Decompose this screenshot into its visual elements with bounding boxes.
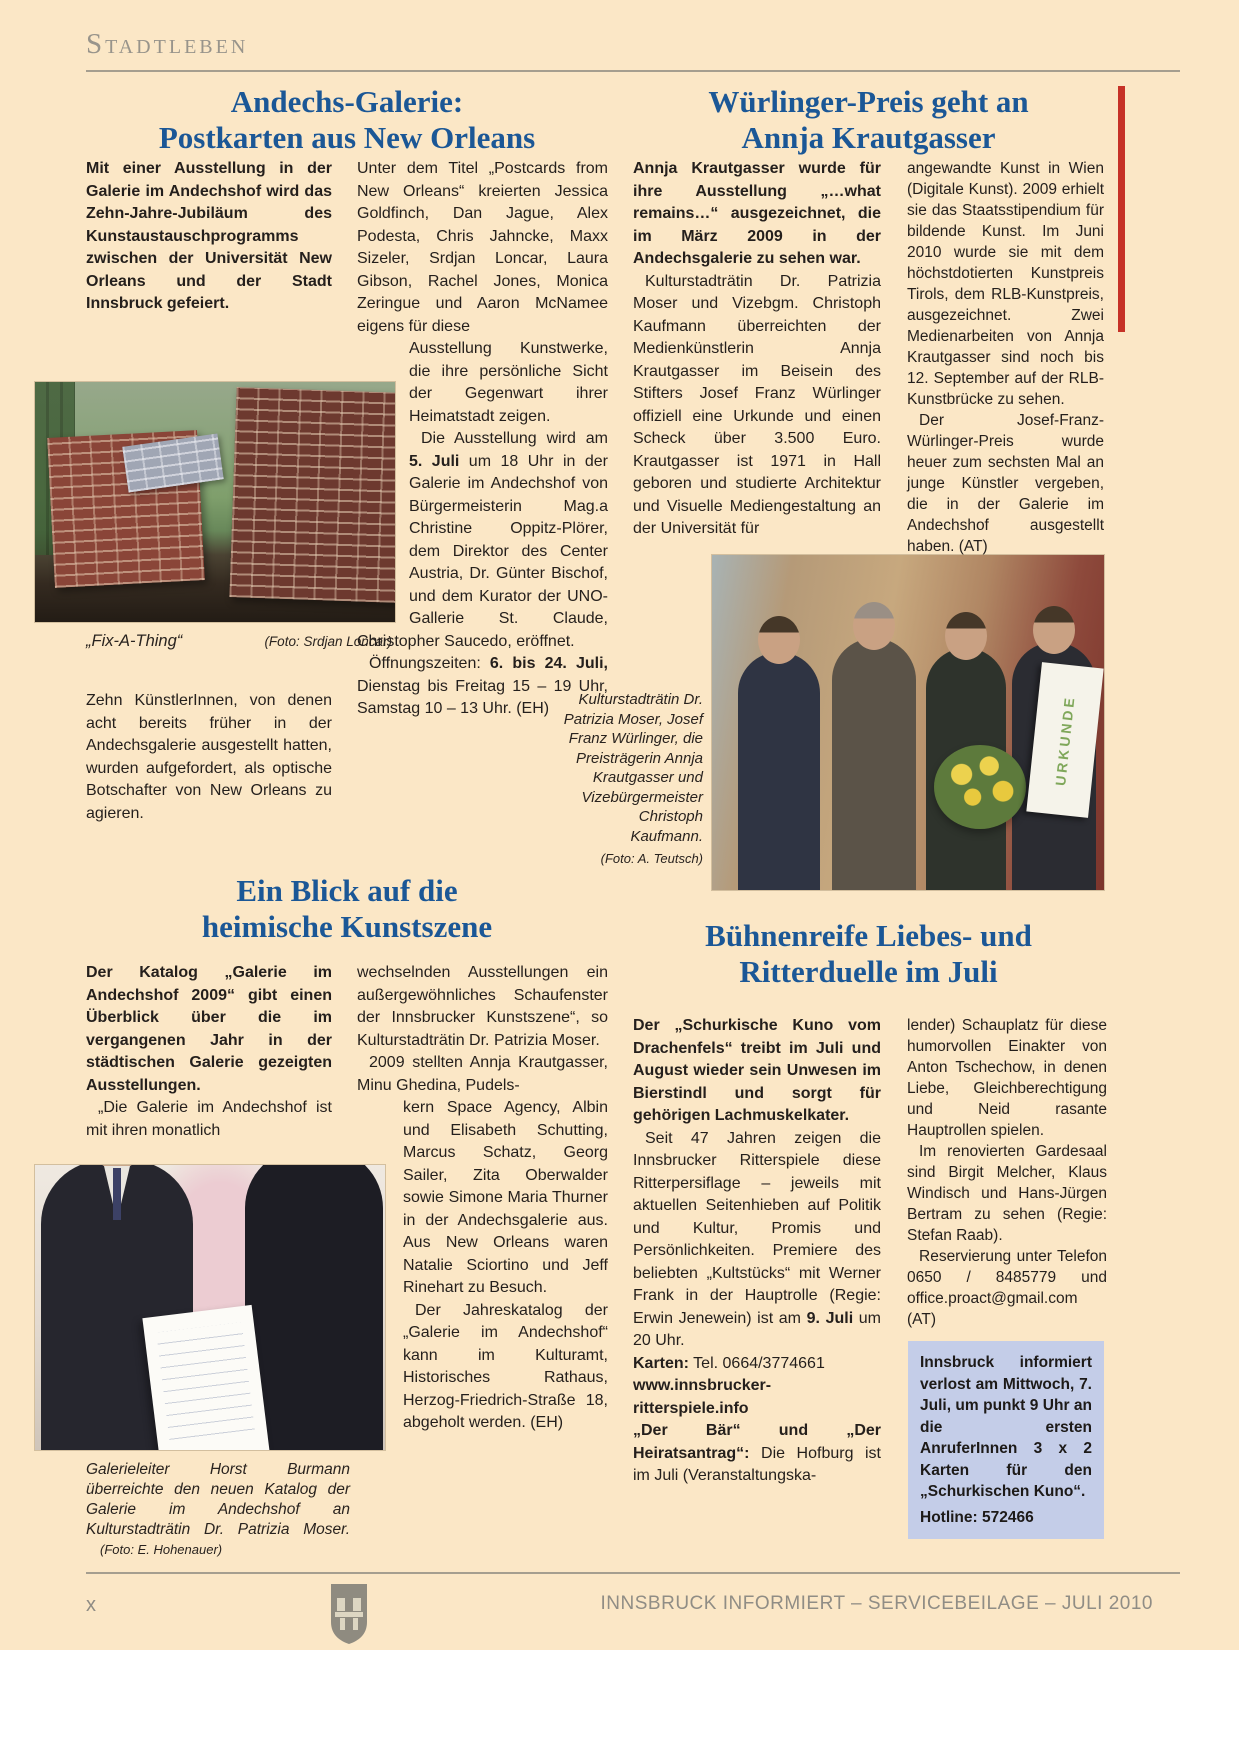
article3-col2 xyxy=(357,962,608,1435)
article4-tickets-line xyxy=(633,1353,881,1376)
article1-photo-credit: (Foto: Srdjan Loncar) xyxy=(264,634,392,649)
header-rule xyxy=(86,70,1180,72)
person-head xyxy=(1033,606,1075,654)
article2-col1-paragraph: Kulturstadträtin Dr. Patrizia Moser und Vizebgm. Christoph Kaufmann überreichten der Medienkünstlerin Annja Krautgasser im Beisein des Stifters Josef Franz Würlinger offiziell eine Urkunde und einen Scheck über 3.500 Euro. Krautgasser ist 1971 in Hall geboren und studierte Architektur und Visuelle Mediengestaltung an der Universität für xyxy=(633,272,881,537)
person-silhouette xyxy=(832,638,916,890)
footer-page-number: x xyxy=(86,1594,96,1616)
photo-wrap-spacer xyxy=(357,338,409,623)
article4-col2 xyxy=(907,1015,1107,1330)
person-head xyxy=(945,612,987,660)
article3-photo-credit: (Foto: E. Hohenauer) xyxy=(100,1542,223,1557)
article2-col1 xyxy=(633,158,881,541)
article3-col2-paragraph3: Der Jahreskatalog der „Galerie im Andechshof“ kann im Kulturamt, Historisches Rathaus, Herzog-Friedrich-Straße 18, abgeholt werden. (EH) xyxy=(403,1301,608,1431)
article3-title-line1: Ein Blick auf die xyxy=(236,873,458,908)
text-run: Die Ausstellung wird am xyxy=(421,430,608,447)
date-emphasis: 9. Juli xyxy=(806,1309,854,1327)
section-label: Stadtleben xyxy=(86,28,249,60)
article2-col2 xyxy=(907,158,1104,557)
section-color-bar xyxy=(1118,86,1125,332)
tickets-label: Karten: xyxy=(633,1354,690,1372)
text-run: Dienstag bis Freitag 15 – 19 Uhr, Samstag 10 – 13 Uhr. (EH) xyxy=(357,677,608,717)
article4-title-line2: Ritterduelle im Juli xyxy=(739,954,998,989)
plays-titles: „Der Bär“ und „Der Heiratsantrag“: xyxy=(633,1422,881,1462)
article1-photo-caption: „Fix-A-Thing“ xyxy=(86,632,183,650)
article1-col2-intro: Unter dem Titel „Postcards from New Orleans“ kreierten Jessica Goldfinch, Dan Jague, Alex Podesta, Chris Jahncke, Maxx Sizeler, Srdjan Loncar, Laura Gibson, Rachel Jones, Monica Zeringue und Aaron McNamee eigens für diese xyxy=(357,160,608,335)
date-emphasis: 5. Juli xyxy=(409,452,460,470)
article2-col2-paragraph1: angewandte Kunst in Wien (Digitale Kunst). 2009 erhielt sie das Staatsstipendium für bildende Kunst. Im Juni 2010 wurde sie mit dem höchstdotierten Kunstpreis Tirols, dem RLB-Kunstpreis, ausgezeichnet. Zwei Medienarbeiten von Annja Krautgasser sind noch bis 12. September auf der RLB-Kunstbrücke zu sehen. xyxy=(907,160,1104,408)
article4-col1 xyxy=(633,1015,881,1488)
article1-photo-caption-row xyxy=(86,632,392,651)
article2-title-line1: Würlinger-Preis geht an xyxy=(708,84,1029,119)
innsbruck-coat-of-arms-icon xyxy=(328,1582,370,1646)
article3-col2-wrap: kern Space Agency, Albin und Elisabeth Schutting, Marcus Schatz, Georg Sailer, Zita Oberwalder sowie Simone Maria Thurner in der Andechsgalerie aus. Aus New Orleans waren Natalie Sciortino und Jeff Rinehart zu Besuch. xyxy=(403,1099,608,1296)
catalog-pages xyxy=(156,1322,256,1450)
article1-col2-continued xyxy=(357,338,608,721)
article4-col2-paragraph3: Reservierung unter Telefon 0650 / 8485779 und office.proact@gmail.com (AT) xyxy=(907,1248,1107,1328)
text-run: um 20 Uhr. xyxy=(633,1309,881,1349)
tickets-url: www.innsbrucker-ritterspiele.info xyxy=(633,1377,772,1417)
person-silhouette xyxy=(738,652,820,890)
article3-col2-intro: wechselnden Ausstellungen ein außergewöhnliches Schaufenster der Innsbrucker Kunstszene“, so Kulturstadträtin Dr. Patrizia Moser. xyxy=(357,964,608,1049)
article2-title-line2: Annja Krautgasser xyxy=(741,120,996,155)
article1-lead: Mit einer Ausstellung in der Galerie im Andechshof wird das Zehn-Jahre-Jubiläum des Kunstaustauschprogramms zwischen der Universität New Orleans und der Stadt Innsbruck gefeiert. xyxy=(86,160,332,312)
article2-photo-caption: Kulturstadträtin Dr. Patrizia Moser, Josef Franz Würlinger, die Preisträgerin Annja Krautgasser und Vizebürgermeister Christoph Kaufmann. xyxy=(563,691,703,845)
article2-photo xyxy=(712,555,1104,890)
article3-photo-caption: Galerieleiter Horst Burmann überreichte den neuen Katalog der Galerie im Andechshof an Kulturstadträtin Dr. Patrizia Moser. xyxy=(86,1461,350,1538)
article1-title-line2: Postkarten aus New Orleans xyxy=(158,120,536,155)
article3-col1-paragraph: „Die Galerie im Andechshof ist mit ihren monatlich xyxy=(86,1099,332,1139)
tie xyxy=(113,1168,121,1220)
flower-bouquet xyxy=(934,745,1026,829)
article4-col2-paragraph2: Im renovierten Gardesaal sind Birgit Melcher, Klaus Windisch und Hans-Jürgen Bertram zu sehen (Regie: Stefan Raab). xyxy=(907,1143,1107,1244)
article3-col1 xyxy=(86,962,332,1142)
article3-photo xyxy=(35,1165,385,1450)
article1-col1-paragraph: Zehn KünstlerInnen, von denen acht bereits früher in der Andechsgalerie ausgestellt hatten, wurden aufgefordert, als optische Botschafter von New Orleans zu agieren. xyxy=(86,692,332,822)
date-emphasis: 6. bis 24. Juli, xyxy=(489,655,608,672)
article2-photo-caption-block xyxy=(563,690,703,869)
text-run: Seit 47 Jahren zeigen die Innsbrucker Ritterspiele diese Ritterpersiflage – jeweils mit aktuellen Seitenhieben auf Politik und Kultur, Promis und Persönlichkeiten. Premiere des beliebten „Kultstücks“ mit Werner Frank in der Hauptrolle (Regie: Erwin Jenewein) ist am xyxy=(633,1129,881,1327)
text-run: um 18 Uhr in der Galerie im Andechshof von Bürgermeisterin Mag.a Christine Oppitz-Plörer, dem Direktor des Center Austria, Dr. Günter Bischof, und dem Kurator der UNO-Gallerie St. Claude, Christopher Saucedo, eröffnet. xyxy=(357,452,608,650)
article1-col2-wrap: Ausstellung Kunstwerke, die ihre persönliche Sicht der Gegenwart ihrer Heimatstadt zeigen. xyxy=(409,340,608,425)
catalog-book xyxy=(142,1305,269,1450)
infobox-hotline: Hotline: 572466 xyxy=(920,1508,1034,1526)
article2-photo-credit: (Foto: A. Teutsch) xyxy=(600,851,703,866)
article1-photo xyxy=(35,382,395,622)
footer-rule xyxy=(86,1572,1180,1574)
infobox-text: Innsbruck informiert verlost am Mittwoch, 7. Juli, um punkt 9 Uhr an die ersten AnruferInnen 3 x 2 Karten für den „Schurkischen Kuno“. xyxy=(920,1354,1092,1500)
article3-title-line2: heimische Kunstszene xyxy=(201,909,493,944)
person-head xyxy=(758,616,800,664)
article4-plays-paragraph xyxy=(633,1420,881,1488)
article3-photo-caption-block xyxy=(86,1460,350,1560)
article4-col2-paragraph1: lender) Schauplatz für diese humorvollen Einakter von Anton Tschechow, in denen Liebe, Gleichberechtigung und Neid rasante Hauptrollen spielen. xyxy=(907,1017,1107,1139)
article3-col2-continued xyxy=(357,1097,608,1435)
text-run: Die Hofburg ist im Juli (Veranstaltungska- xyxy=(633,1444,881,1484)
article3-col2-names-start: 2009 stellten Annja Krautgasser, Minu Ghedina, Pudels- xyxy=(357,1054,608,1094)
footer-issue-line: INNSBRUCK INFORMIERT – SERVICEBEILAGE – JULI 2010 xyxy=(600,1593,1153,1614)
photo-wrap-spacer xyxy=(357,1097,403,1415)
article2-col2-paragraph2: Der Josef-Franz-Würlinger-Preis wurde heuer zum sechsten Mal an junge Künstler vergeben, die in der Galerie im Andechshof ausgestellt haben. (AT) xyxy=(907,412,1104,555)
article4-lead: Der „Schurkische Kuno vom Drachenfels“ treibt im Juli und August wieder sein Unwesen im Bierstindl und sorgt für gehörigen Lachmuskelkater. xyxy=(633,1017,881,1124)
article4-title-line1: Bühnenreife Liebes- und xyxy=(705,918,1032,953)
article3-lead: Der Katalog „Galerie im Andechshof 2009“ gibt einen Überblick über die im vergangenen Jahr in der städtischen Galerie gezeigten Ausstellungen. xyxy=(86,964,332,1094)
contest-infobox xyxy=(908,1341,1104,1539)
text-run: Öffnungszeiten: xyxy=(369,655,490,672)
article1-title-line1: Andechs-Galerie: xyxy=(230,84,464,119)
article4-col1-paragraph xyxy=(633,1128,881,1353)
article2-lead: Annja Krautgasser wurde für ihre Ausstellung „…what remains…“ ausgezeichnet, die im März 2009 in der Andechsgalerie zu sehen war. xyxy=(633,160,881,267)
certificate-text: URKUNDE xyxy=(1052,693,1078,787)
person-head xyxy=(853,602,895,650)
tickets-phone: Tel. 0664/3774661 xyxy=(689,1354,825,1372)
article1-col2 xyxy=(357,158,608,721)
